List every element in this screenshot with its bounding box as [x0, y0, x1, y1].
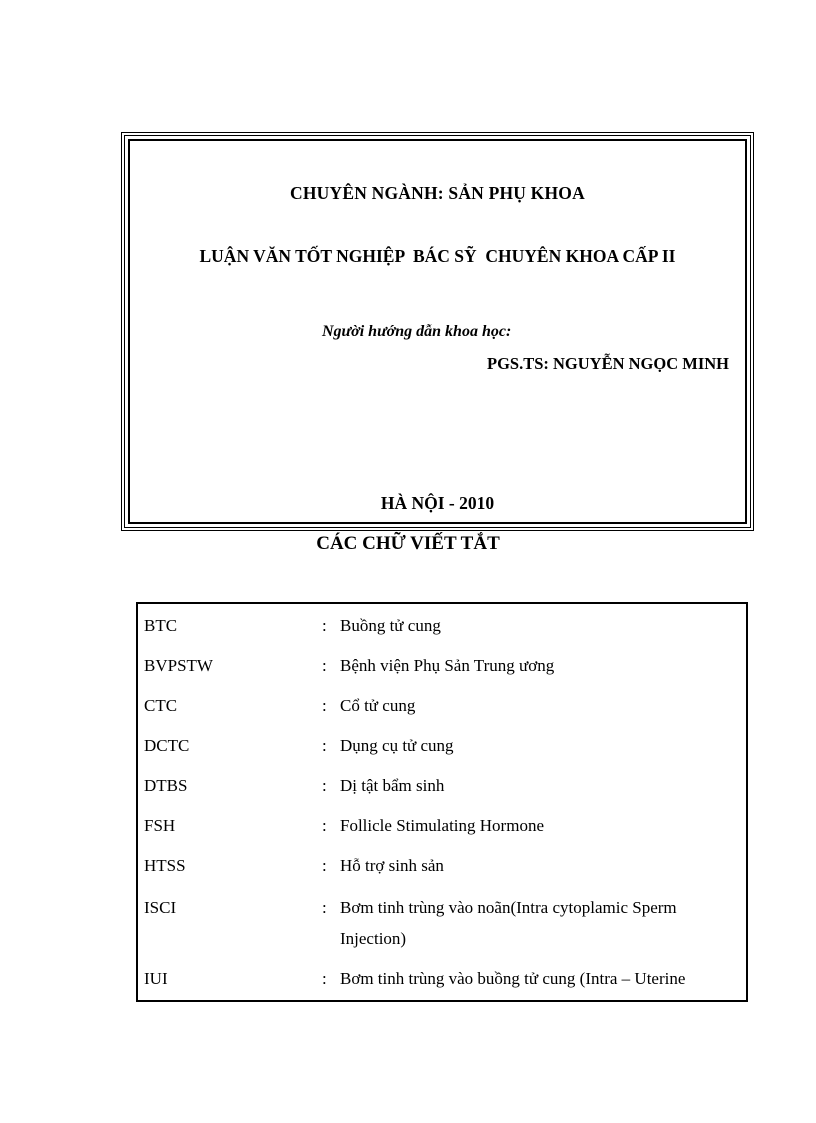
abbr-colon: :: [322, 616, 327, 635]
abbr-meaning: Bơm tinh trùng vào noãn(Intra cytoplamic Sperm Injection): [340, 898, 677, 948]
abbr-meaning: Hỗ trợ sinh sản: [340, 856, 444, 875]
abbr-colon: :: [322, 776, 327, 795]
thesis-heading: LUẬN VĂN TỐT NGHIỆP BÁC SỸ CHUYÊN KHOA CẤP II: [199, 246, 676, 266]
abbr-colon: :: [322, 696, 327, 715]
abbreviations-table: [136, 602, 748, 1002]
abbr-meaning: Bệnh viện Phụ Sản Trung ương: [340, 656, 555, 675]
abbr-row: [138, 812, 746, 839]
abbr-key: IUI: [144, 969, 168, 988]
abbr-key: BVPSTW: [144, 656, 213, 675]
abbr-key: HTSS: [144, 856, 186, 875]
abbr-meaning: Follicle Stimulating Hormone: [340, 816, 544, 835]
abbr-meaning: Dụng cụ tử cung: [340, 736, 454, 755]
abbr-colon: :: [322, 736, 327, 755]
abbr-colon: :: [322, 856, 327, 875]
abbr-key: BTC: [144, 616, 178, 635]
abbr-meaning: Cổ tử cung: [340, 696, 416, 715]
cover-inner-border: [128, 139, 747, 524]
abbreviations-title: CÁC CHỮ VIẾT TẮT: [316, 533, 500, 554]
cover-frame: [121, 132, 754, 531]
abbr-row: [138, 965, 746, 992]
abbr-meaning: Dị tật bẩm sinh: [340, 776, 445, 795]
abbr-row: [138, 732, 746, 759]
abbr-row: [138, 692, 746, 719]
abbr-key: ISCI: [144, 898, 177, 917]
abbr-key: FSH: [144, 816, 176, 835]
abbr-row: [138, 852, 746, 879]
abbr-colon: :: [322, 816, 327, 835]
abbr-row: [138, 652, 746, 679]
abbr-meaning: Bơm tinh trùng vào buồng tử cung (Intra – Uterine: [340, 969, 686, 988]
abbr-colon: :: [322, 898, 327, 917]
advisor-label: Người hướng dẫn khoa học:: [322, 323, 512, 340]
advisor-name: PGS.TS: NGUYỄN NGỌC MINH: [486, 354, 729, 373]
abbr-meaning: Buồng tử cung: [340, 616, 441, 635]
abbr-key: CTC: [144, 696, 178, 715]
place-year: HÀ NỘI - 2010: [380, 493, 495, 513]
abbr-colon: :: [322, 969, 327, 988]
abbr-row: [138, 772, 746, 799]
abbr-colon: :: [322, 656, 327, 675]
abbr-row: [138, 892, 746, 954]
abbr-key: DCTC: [144, 736, 190, 755]
abbr-key: DTBS: [144, 776, 188, 795]
abbr-row: [138, 612, 746, 639]
specialty-heading: CHUYÊN NGÀNH: SẢN PHỤ KHOA: [290, 183, 585, 203]
